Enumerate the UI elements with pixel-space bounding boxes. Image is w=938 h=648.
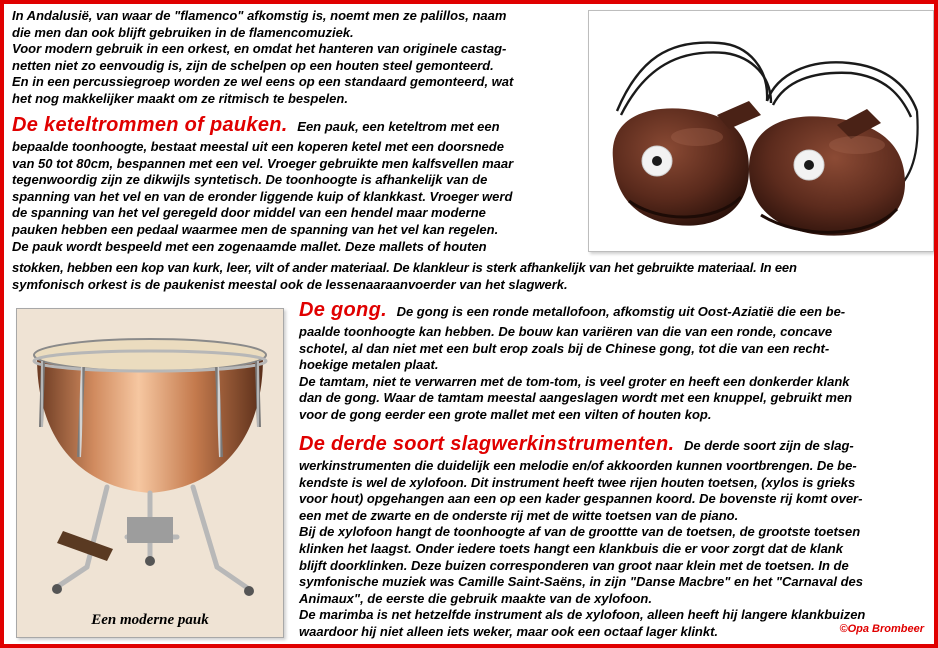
pauken-line: de spanning van het vel geregeld door middel van een hendel maar moderne <box>12 205 486 221</box>
derde-line: blijft doorklinken. Deze buizen corresponderen van groot naar klein met de toetsen. In de <box>299 557 849 573</box>
derde-section <box>299 432 935 641</box>
derde-line: symfonische muziek was Camille Saint-Saëns, in zijn "Danse Macbre" en het "Carnaval des <box>299 574 863 590</box>
gong-line: De tamtam, niet te verwarren met de tom-tom, is veel groter en heeft een donkerder klank <box>299 373 850 389</box>
gong-first-line: De gong is een ronde metallofoon, afkomstig uit Oost-Aziatië die een be- <box>396 304 846 319</box>
derde-line: waardoor hij niet alleen iets weker, maar ook een octaaf lager klinkt. <box>299 623 719 639</box>
gong-line: voor de gong eerder een grote mallet met een vilten of houten kop. <box>299 406 712 422</box>
gong-line: dan de gong. Waar de tamtam meestal aangeslagen wordt met een knuppel, gebruikt men <box>299 390 853 406</box>
pauken-line: De pauk wordt bespeeld met een zogenaamde mallet. Deze mallets of houten <box>12 238 487 254</box>
pauken-line: pauken hebben een pedaal waarmee men de spanning van het vel kan regelen. <box>12 221 499 237</box>
intro-line: die men dan ook blijft gebruiken in de flamencomuziek. <box>12 24 354 40</box>
derde-line: klinken het laagst. Onder iedere toets hangt een klankbuis die er voor zorgt dat de klank <box>299 540 843 556</box>
derde-line: werkinstrumenten die duidelijk een melodie en/of akkoorden kunnen voortbrengen. De be- <box>299 458 857 473</box>
gong-line: schotel, al dan niet met een bult erop zoals bij de Chinese gong, tot die van een recht- <box>299 340 830 356</box>
timpani-caption: Een moderne pauk <box>91 612 209 629</box>
copyright: ©Opa Brombeer <box>839 623 924 636</box>
derde-line: Animaux", de eerste die gebruik maakte van de xylofoon. <box>299 590 652 606</box>
timpani-image <box>16 308 284 638</box>
gong-line: hoekige metalen plaat. <box>299 357 439 373</box>
pauken-line: symfonisch orkest is de paukenist meestal ook de lessenaaraanvoerder van het slagwerk. <box>12 276 568 292</box>
derde-line: een met de zwarte en de onderste rij met de witte toetsen van de piano. <box>299 507 739 523</box>
gong-heading: De gong. <box>299 299 387 321</box>
derde-line: voor hout) opgehangen aan een op een kader gespannen koord. De bovenste rij komt over- <box>299 491 863 507</box>
derde-first-line: De derde soort zijn de slag- <box>683 438 854 453</box>
castanets-image <box>588 10 934 252</box>
intro-line: netten niet zo eenvoudig is, zijn de schelpen op een houten steel gemonteerd. <box>12 57 494 73</box>
pauken-line: tegenwoordig zijn ze dikwijls syntetisch. De toonhoogte is afhankelijk van de <box>12 172 488 188</box>
derde-line: kendste is wel de xylofoon. Dit instrument heeft twee rijen houten toetsen, (xylos is grieks <box>299 474 856 490</box>
derde-heading: De derde soort slagwerkinstrumenten. <box>299 433 675 455</box>
intro-line: In Andalusië, van waar de "flamenco" afkomstig is, noemt men ze palillos, naam <box>12 8 507 23</box>
pauken-section <box>12 113 584 255</box>
castanets-photo <box>599 19 923 243</box>
derde-line: De marimba is net hetzelfde instrument als de xylofoon, alleen heeft hij langere klankbuizen <box>299 607 866 623</box>
gong-line: paalde toonhoogte kan hebben. De bouw kan variëren van die van een ronde, concave <box>299 324 833 339</box>
derde-line: Bij de xylofoon hangt de toonhoogte af van de groottte van de toetsen, de grootste toetsen <box>299 524 861 540</box>
intro-line: Voor modern gebruik in een orkest, en omdat het hanteren van originele castag- <box>12 41 507 57</box>
intro-line: En in een percussiegroep worden ze wel eens op een standaard gemonteerd, wat <box>12 74 514 90</box>
pauken-line: van 50 tot 80cm, bespannen met een vel. Vroeger gebruikte men kalfsvellen maar <box>12 155 514 171</box>
intro-line: het nog makkelijker maakt om ze ritmisch te bespelen. <box>12 90 348 106</box>
pauken-heading: De keteltrommen of pauken. <box>12 114 288 136</box>
pauken-wide-text <box>12 260 932 293</box>
pauken-line: stokken, hebben een kop van kurk, leer, vilt of ander materiaal. De klankleur is sterk afhankelijk van het gebruikte materiaal. In een <box>12 260 797 275</box>
pauken-line: bepaalde toonhoogte, bestaat meestal uit een koperen ketel met een doorsnede <box>12 139 504 154</box>
pauken-line: spanning van het vel en van de eronder liggende kuip of klankkast. Vroeger werd <box>12 188 513 204</box>
gong-section <box>299 298 935 424</box>
intro-text <box>12 8 584 108</box>
timpani-photo <box>27 317 273 603</box>
pauken-first-line: Een pauk, een keteltrom met een <box>297 119 500 134</box>
